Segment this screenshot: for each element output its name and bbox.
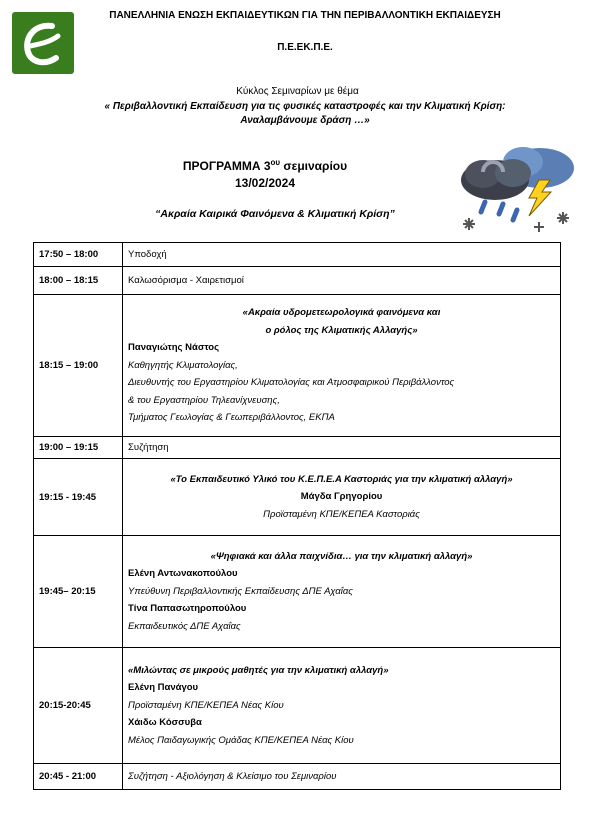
speaker-name: Παναγιώτης Νάστος [128, 342, 220, 354]
activity-cell: Υποδοχή [123, 243, 561, 267]
schedule-row [34, 764, 561, 790]
theme-line-2: Αναλαμβάνουμε δράση …» [240, 115, 370, 126]
speaker-role: Εκπαιδευτικός ΔΠΕ Αχαΐας [128, 620, 241, 632]
activity-cell: Συζήτηση [123, 437, 561, 459]
speaker-role: Προϊσταμένη ΚΠΕ/ΚΕΠΕΑ Καστοριάς [263, 508, 420, 520]
schedule-row [34, 536, 561, 648]
program-date: 13/02/2024 [234, 176, 296, 190]
program-heading [150, 154, 380, 192]
logo-text: Π.Ε.ΕΚ.Π.Ε. [20, 67, 66, 76]
schedule-row [34, 648, 561, 764]
schedule-row [34, 459, 561, 536]
speaker-role: & του Εργαστηρίου Τηλεανίχνευσης, [128, 394, 280, 406]
theme-line-1: « Περιβαλλοντική Εκπαίδευση για τις φυσικές καταστροφές και την Κλιματική Κρίση: [104, 101, 506, 112]
schedule-row [34, 267, 561, 295]
time-cell: 18:15 – 19:00 [34, 295, 123, 437]
program-title: ΠΡΟΓΡΑΜΜΑ 3 [182, 159, 271, 173]
speaker-role: Προϊσταμένη ΚΠΕ/ΚΕΠΕΑ Νέας Κίου [128, 699, 284, 711]
time-cell: 17:50 – 18:00 [34, 243, 123, 267]
time-cell: 19:45– 20:15 [34, 536, 123, 648]
speaker-name: Μάγδα Γρηγορίου [300, 491, 383, 503]
talk-title: «Το Εκπαιδευτικό Υλικό του Κ.Ε.Π.Ε.Α Καστοριάς για την κλιματική αλλαγή» [170, 473, 513, 485]
speaker-role: Μέλος Παιδαγωγικής Ομάδας ΚΠΕ/ΚΕΠΕΑ Νέας Κίου [128, 734, 354, 746]
time-cell: 19:15 - 19:45 [34, 459, 123, 536]
speaker-name: Τίνα Παπασωτηροπούλου [128, 603, 247, 615]
time-cell: 20:15-20:45 [34, 648, 123, 764]
organization-abbreviation: Π.Ε.ΕΚ.Π.Ε. [277, 42, 333, 53]
storm-weather-icon [455, 140, 580, 240]
speaker-role: Υπεύθυνη Περιβαλλοντικής Εκπαίδευσης ΔΠΕ Αχαΐας [128, 585, 353, 597]
time-cell: 19:00 – 19:15 [34, 437, 123, 459]
activity-cell [123, 648, 561, 764]
talk-title: «Μιλώντας σε μικρούς μαθητές για την κλιματική αλλαγή» [128, 664, 389, 676]
schedule-row [34, 295, 561, 437]
schedule-row [34, 243, 561, 267]
talk-title-line-2: ο ρόλος της Κλιματικής Αλλαγής» [265, 324, 418, 336]
program-ordinal: ου [270, 158, 281, 167]
activity-cell [123, 295, 561, 437]
speaker-name: Ελένη Πανάγου [128, 682, 199, 694]
activity-cell [123, 536, 561, 648]
program-title-suffix: σεμιναρίου [280, 159, 348, 173]
organization-name: ΠΑΝΕΛΛΗΝΙΑ ΕΝΩΣΗ ΕΚΠΑΙΔΕΥΤΙΚΩΝ ΓΙΑ ΤΗΝ ΠΕΡΙΒΑΛΛΟΝΤΙΚΗ ΕΚΠΑΙΔΕΥΣΗ [109, 10, 501, 21]
speaker-name: Ελένη Αντωνακοπούλου [128, 568, 238, 580]
seminar-theme [0, 100, 595, 128]
speaker-role: Καθηγητής Κλιματολογίας, [128, 359, 238, 371]
time-cell: 18:00 – 18:15 [34, 267, 123, 295]
speaker-name: Χάιδω Κόσσυβα [128, 717, 202, 729]
schedule-row [34, 437, 561, 459]
talk-title: «Ψηφιακά και άλλα παιχνίδια… για την κλιματική αλλαγή» [210, 550, 473, 562]
activity-cell [123, 459, 561, 536]
seminar-series-label: Κύκλος Σεμιναρίων με θέμα [236, 86, 359, 97]
speaker-role: Διευθυντής του Εργαστηρίου Κλιματολογίας και Ατμοσφαιρικού Περιβάλλοντος [128, 377, 455, 389]
talk-title: «Ακραία υδρομετεωρολογικά φαινόμενα και [242, 307, 441, 319]
speaker-role: Τμήματος Γεωλογίας & Γεωπεριβάλλοντος, ΕΚΠΑ [128, 412, 335, 424]
time-cell: 20:45 - 21:00 [34, 764, 123, 790]
activity-cell: Καλωσόρισμα - Χαιρετισμοί [123, 267, 561, 295]
schedule-table [33, 242, 561, 790]
seminar-subtitle: “Ακραία Καιρικά Φαινόμενα & Κλιματική Κρίση” [155, 208, 395, 220]
activity-cell: Συζήτηση - Αξιολόγηση & Κλείσιμο του Σεμιναρίου [123, 764, 561, 790]
